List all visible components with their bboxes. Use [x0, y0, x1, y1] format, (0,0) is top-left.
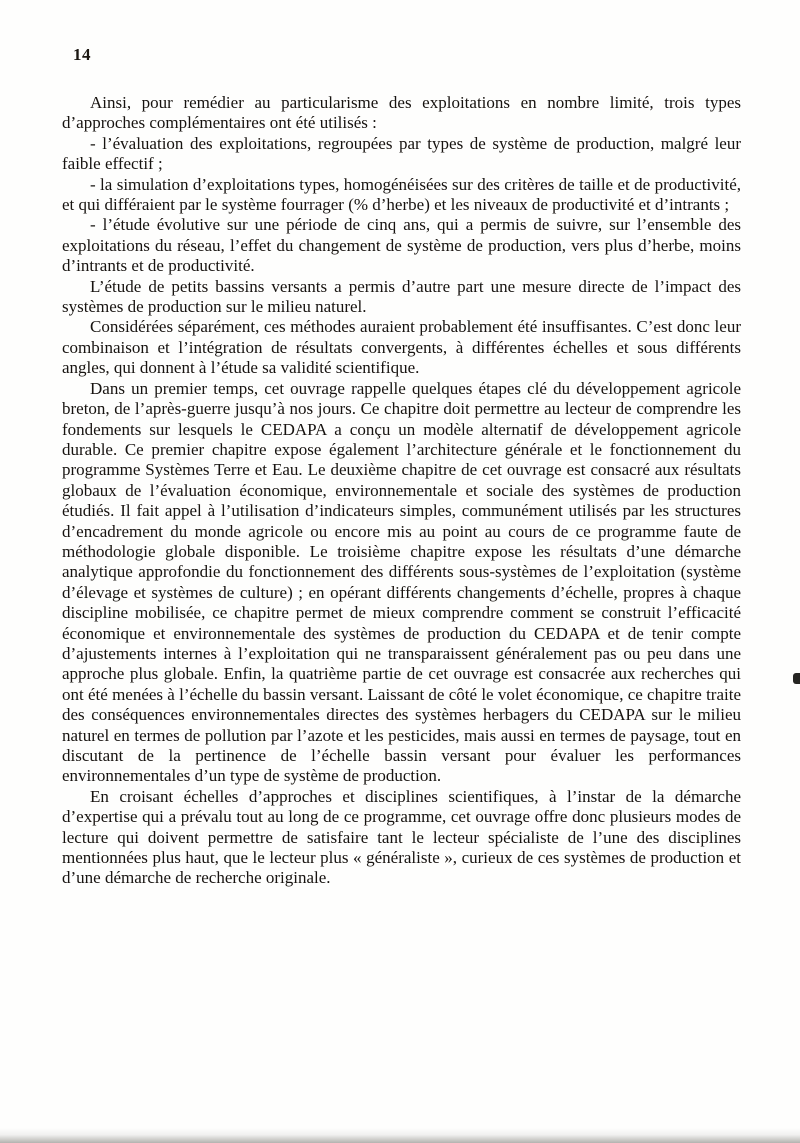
paragraph-conclusion: En croisant échelles d’approches et disciplines scientifiques, à l’instar de la démarche d’expertise qui a prévalu tout au long de ce programme, cet ouvrage offre donc plusieurs modes de lecture qui doivent permettre de satisfaire tant le lecteur spécialiste de l’une des disciplines mentionnées plus haut, que le lecteur plus « généraliste », curieux de ces systèmes de production et d’une démarche de recherche originale.: [62, 786, 741, 888]
page-body: [62, 93, 741, 889]
scan-artifact-speck: [793, 673, 800, 684]
paragraph-plan-ouvrage: Dans un premier temps, cet ouvrage rappelle quelques étapes clé du développement agricole breton, de l’après-guerre jusqu’à nos jours. Ce chapitre doit permettre au lecteur de comprendre les fondements sur lesquels le CEDAPA a conçu un modèle alternatif de développement agricole durable. Ce premier chapitre expose également l’architecture générale et le fonctionnement du programme Systèmes Terre et Eau. Le deuxième chapitre de cet ouvrage est consacré aux résultats globaux de l’évaluation économique, environnementale et sociale des systèmes de production étudiés. Il fait appel à l’utilisation d’indicateurs simples, communément utilisés par les structures d’encadrement du monde agricole ou encore mis au point au cours de ce programme faute de méthodologie globale disponible. Le troisième chapitre expose les résultats d’une démarche analytique approfondie du fonctionnement des différents sous-systèmes de l’exploitation (système d’élevage et systèmes de culture) ; en opérant différents changements d’échelle, propres à chaque discipline mobilisée, ce chapitre permet de mieux comprendre comment se construit l’efficacité économique et environnementale des systèmes de production du CEDAPA et de tenir compte d’ajustements internes à l’exploitation qui ne transparaissent généralement pas ou peu dans une approche plus globale. Enfin, la quatrième partie de cet ouvrage est consacrée aux recherches qui ont été menées à l’échelle du bassin versant. Laissant de côté le volet économique, ce chapitre traite des conséquences environnementales directes des systèmes herbagers du CEDAPA sur le milieu naturel en termes de pollution par l’azote et les pesticides, mais aussi en termes de paysage, tout en discutant de la pertinence de l’échelle bassin versant pour évaluer les performances environnementales d’un type de système de production.: [62, 378, 741, 786]
list-item-etude-evolutive: - l’étude évolutive sur une période de cinq ans, qui a permis de suivre, sur l’ensemble des exploitations du réseau, l’effet du changement de système de production, vers plus d’herbe, moins d’intrants et de productivité.: [62, 215, 741, 276]
paragraph-bassins-versants: L’étude de petits bassins versants a permis d’autre part une mesure directe de l’impact des systèmes de production sur le milieu naturel.: [62, 276, 741, 317]
scan-edge-shadow: [0, 1128, 800, 1143]
list-item-evaluation: - l’évaluation des exploitations, regroupées par types de système de production, malgré leur faible effectif ;: [62, 133, 741, 174]
page-number: 14: [73, 45, 91, 64]
paragraph-methodes: Considérées séparément, ces méthodes auraient probablement été insuffisantes. C’est donc leur combinaison et l’intégration de résultats convergents, à différentes échelles et sous différents angles, qui donnent à l’étude sa validité scientifique.: [62, 317, 741, 378]
paragraph-intro: Ainsi, pour remédier au particularisme des exploitations en nombre limité, trois types d’approches complémentaires ont été utilisés :: [62, 93, 741, 133]
list-item-simulation: - la simulation d’exploitations types, homogénéisées sur des critères de taille et de productivité, et qui différaient par le système fourrager (% d’herbe) et les niveaux de productivité et d’intrants ;: [62, 174, 741, 215]
